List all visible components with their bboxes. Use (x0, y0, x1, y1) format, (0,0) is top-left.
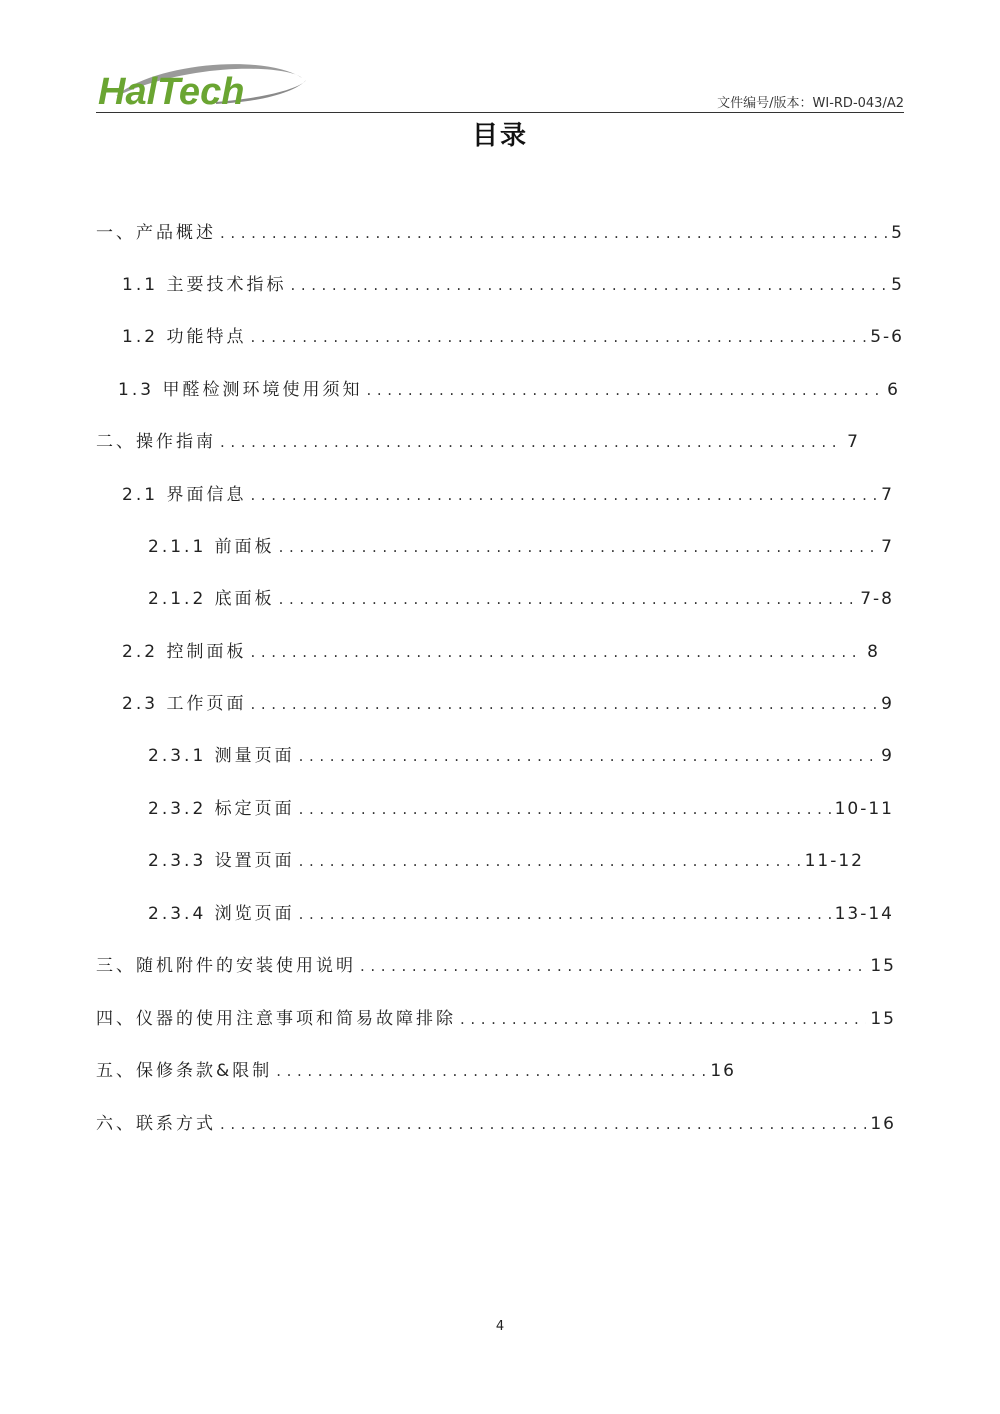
header-rule (96, 112, 904, 113)
toc-entry-label: 二、操作指南 (96, 432, 216, 452)
toc-entry-page: 7-8 (860, 589, 894, 609)
toc-leader-dots (220, 224, 887, 242)
toc-leader-dots (299, 905, 831, 923)
toc-entry-chapter-2[interactable] (96, 427, 860, 455)
toc-entry-page: 10-11 (834, 799, 894, 819)
toc-entry-page: 5-6 (870, 327, 904, 347)
toc-leader-dots (290, 276, 887, 294)
toc-leader-dots (360, 957, 866, 975)
haltech-logo (96, 58, 310, 112)
toc-entry-chapter-4[interactable] (96, 1004, 896, 1032)
toc-entry-label: 2.3.2 标定页面 (148, 799, 295, 819)
toc-entry-label: 2.1 界面信息 (122, 485, 247, 505)
toc-entry-label: 1.3 甲醛检测环境使用须知 (118, 380, 363, 400)
toc-entry-page: 15 (870, 1009, 896, 1029)
toc-entry-label: 2.3 工作页面 (122, 694, 247, 714)
toc-leader-dots (279, 538, 878, 556)
toc-entry-label: 四、仪器的使用注意事项和简易故障排除 (96, 1009, 456, 1029)
svg-text:HalTech: HalTech (98, 71, 245, 112)
toc-entry-2-3-3[interactable] (148, 846, 864, 874)
toc-entry-2-1[interactable] (122, 480, 894, 508)
toc-leader-dots (220, 433, 843, 451)
toc-entry-page: 6 (887, 380, 900, 400)
toc-entry-label: 2.3.3 设置页面 (148, 851, 295, 871)
toc-leader-dots (220, 1115, 866, 1133)
toc-entry-label: 1.2 功能特点 (122, 327, 247, 347)
toc-leader-dots (250, 695, 877, 713)
document-number: 文件编号/版本：WI-RD-043/A2 (717, 96, 904, 111)
toc-entry-page: 7 (847, 432, 860, 452)
toc-entry-page: 5 (891, 223, 904, 243)
toc-entry-label: 2.1.2 底面板 (148, 589, 275, 609)
toc-entry-chapter-5[interactable] (96, 1056, 736, 1084)
toc-leader-dots (250, 643, 863, 661)
toc-entry-label: 一、产品概述 (96, 223, 216, 243)
toc-entry-label: 2.2 控制面板 (122, 642, 247, 662)
toc-entry-chapter-1[interactable] (96, 218, 904, 246)
toc-entry-page: 15 (870, 956, 896, 976)
toc-entry-page: 7 (881, 537, 894, 557)
toc-entry-label: 六、联系方式 (96, 1114, 216, 1134)
toc-leader-dots (366, 381, 883, 399)
toc-entry-label: 五、保修条款&限制 (96, 1061, 273, 1081)
toc-leader-dots (299, 852, 801, 870)
toc-entry-page: 7 (881, 485, 894, 505)
toc-entry-2-1-1[interactable] (148, 532, 894, 560)
toc-entry-chapter-6[interactable] (96, 1109, 896, 1137)
toc-entry-2-3-2[interactable] (148, 794, 894, 822)
toc-entry-chapter-3[interactable] (96, 951, 896, 979)
toc-entry-1-3[interactable] (118, 375, 900, 403)
toc-entry-page: 8 (867, 642, 880, 662)
toc-entry-page: 16 (870, 1114, 896, 1134)
toc-leader-dots (460, 1010, 866, 1028)
toc-entry-2-3-1[interactable] (148, 741, 894, 769)
toc-entry-label: 2.3.4 浏览页面 (148, 904, 295, 924)
toc-leader-dots (299, 747, 878, 765)
page-number: 4 (495, 1319, 505, 1334)
toc-entry-label: 三、随机附件的安装使用说明 (96, 956, 356, 976)
toc-leader-dots (279, 590, 857, 608)
toc-entry-page: 9 (881, 694, 894, 714)
toc-leader-dots (250, 486, 877, 504)
toc-entry-2-2[interactable] (122, 637, 880, 665)
toc-leader-dots (299, 800, 831, 818)
toc-entry-page: 11-12 (804, 851, 864, 871)
page-title: 目录 (471, 121, 528, 151)
toc-entry-label: 1.1 主要技术指标 (122, 275, 287, 295)
toc-entry-2-3[interactable] (122, 689, 894, 717)
toc-entry-page: 9 (881, 746, 894, 766)
toc-leader-dots (276, 1062, 706, 1080)
toc-entry-2-1-2[interactable] (148, 584, 894, 612)
toc-leader-dots (250, 328, 866, 346)
toc-entry-page: 13-14 (834, 904, 894, 924)
toc-entry-1-2[interactable] (122, 322, 904, 350)
toc-entry-2-3-4[interactable] (148, 899, 894, 927)
toc-entry-page: 16 (710, 1061, 736, 1081)
toc-entry-1-1[interactable] (122, 270, 904, 298)
toc-entry-label: 2.1.1 前面板 (148, 537, 275, 557)
toc-entry-page: 5 (891, 275, 904, 295)
toc-entry-label: 2.3.1 测量页面 (148, 746, 295, 766)
